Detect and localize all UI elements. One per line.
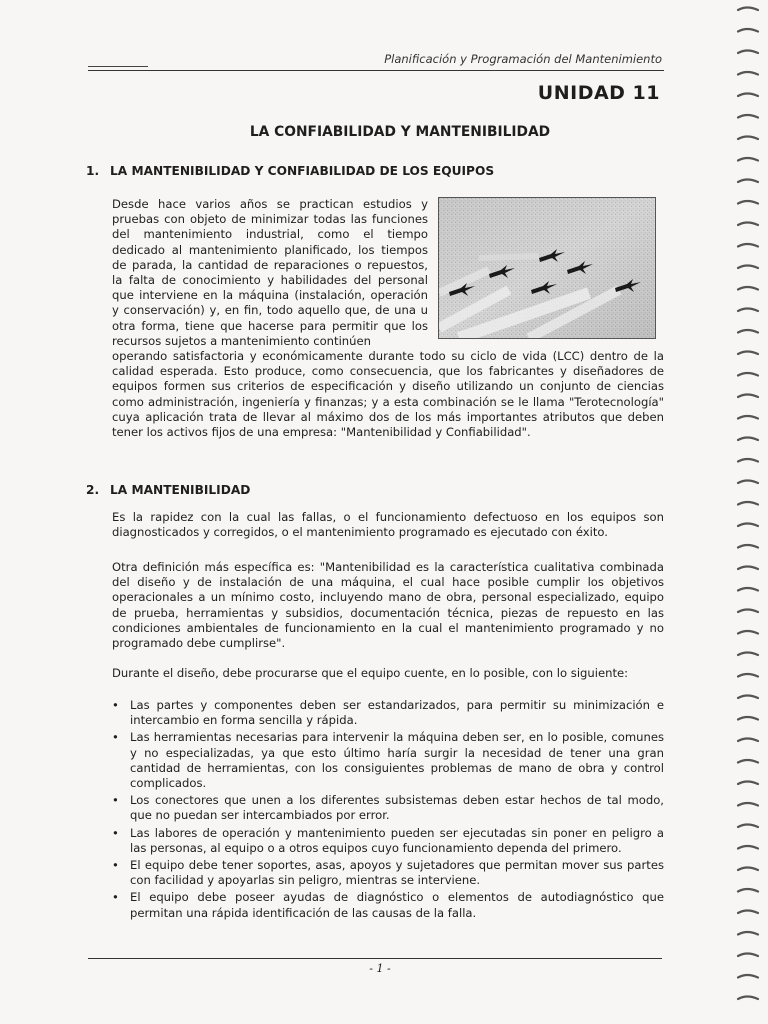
list-item: • Las labores de operación y mantenimiento pueden ser ejecutadas sin poner en peligro a las personas, al equipo o a otros equipos cuyo funcionamiento dependa del primero.	[112, 825, 664, 855]
binding-loop	[738, 502, 758, 505]
binding-loop	[738, 223, 758, 226]
binding-loop	[738, 911, 758, 914]
binding-loop	[738, 782, 758, 785]
bullet-icon: •	[112, 890, 119, 905]
binding-loop	[738, 51, 758, 54]
section-2-paragraph-1: Es la rapidez con la cual las fallas, o el funcionamiento defectuoso en los equipos son diagnosticados y corregidos, o el mantenimiento programado es ejecutado con éxito.	[112, 510, 664, 540]
bullet-icon: •	[112, 730, 119, 745]
binding-loop	[738, 868, 758, 871]
section-2-paragraph-2: Otra definición más específica es: "Mantenibilidad es la característica cualitativa combinada del diseño y de instalación de una máquina, el cual hace posible cumplir los objetivos operacionales a un mínimo costo, incluyendo mano de obra, personal especializado, equipo de prueba, herramientas y subsidios, documentación técnica, piezas de repuesto en las condiciones ambientales de funcionamiento en la cual el mantenimiento programado y no programado debe cumplirse".	[112, 560, 664, 651]
binding-loop	[738, 416, 758, 419]
page-number: - 1 -	[369, 962, 391, 975]
binding-loop	[738, 137, 758, 140]
bullet-icon: •	[112, 858, 119, 873]
footer-rule	[88, 958, 662, 959]
binding-loop	[738, 567, 758, 570]
header-rule	[88, 70, 664, 71]
section-1-number: 1.	[86, 164, 100, 178]
section-1-continued-paragraph: operando satisfactoria y económicamente durante todo su ciclo de vida (LCC) dentro de la calidad esperada. Esto produce, como consecuencia, que los fabricantes y diseñadores de equipos formen sus criterios de especificación y diseño utilizando un conjunto de ciencias como administración, ingeniería y finanzas; y a esta combinación se le llama "Terotecnología" cuya aplicación trata de llevar al máximo dos de los más importantes atributos que deben tener los activos fijos de una empresa: "Mantenibilidad y Confiabilidad".	[112, 349, 664, 440]
binding-loop	[738, 674, 758, 677]
binding-loop	[738, 352, 758, 355]
binding-loop	[738, 932, 758, 935]
binding-loop	[738, 954, 758, 957]
list-item: • El equipo debe poseer ayudas de diagnóstico o elementos de autodiagnóstico que permitan una rápida identificación de las causas de la falla.	[112, 890, 664, 920]
binding-loop	[738, 266, 758, 269]
spiral-binding	[726, 0, 768, 1024]
binding-loop	[738, 825, 758, 828]
section-2-heading	[86, 483, 250, 497]
binding-loop	[738, 180, 758, 183]
binding-loop	[738, 846, 758, 849]
binding-loop	[738, 717, 758, 720]
section-1-wrapped-paragraph: Desde hace varios años se practican estudios y pruebas con objeto de minimizar todas las funciones del mantenimiento industrial, como el tiempo dedicado al mantenimiento planificado, los tiempos de parada, la cantidad de reparaciones o repuestos, la falta de conocimiento y habilidades del personal que interviene en la máquina (instalación, operación y conservación) y, en fin, todo aquello que, de una u otra forma, tiene que hacerse para permitir que los recursos sujetos a mantenimiento continúen	[112, 197, 428, 348]
list-item: • Las herramientas necesarias para intervenir la máquina deben ser, en lo posible, comunes y no especializadas, ya que esto último haría surgir la necesidad de tener una gran cantidad de herramientas, con los consiguientes problemas de mano de obra y control complicados.	[112, 730, 664, 791]
running-header: Planificación y Programación del Mantenimiento	[384, 52, 662, 66]
bullet-icon: •	[112, 825, 119, 840]
binding-loop	[738, 201, 758, 204]
binding-loop	[738, 158, 758, 161]
binding-loop	[738, 481, 758, 484]
bullet-icon: •	[112, 698, 119, 712]
binding-loop	[738, 29, 758, 32]
unit-label: UNIDAD 11	[537, 82, 660, 104]
binding-loop	[738, 997, 758, 1000]
section-2-number: 2.	[86, 483, 100, 497]
binding-loop	[738, 975, 758, 978]
binding-loop	[738, 803, 758, 806]
page-title: LA CONFIABILIDAD Y MANTENIBILIDAD	[249, 124, 551, 140]
header-mark	[88, 66, 148, 67]
binding-loop	[738, 438, 758, 441]
binding-loop	[738, 330, 758, 333]
design-requirements-list	[112, 698, 664, 923]
bullet-icon: •	[112, 793, 119, 808]
binding-loop	[738, 244, 758, 247]
binding-loop	[738, 373, 758, 376]
binding-loop	[738, 287, 758, 290]
binding-loop	[738, 760, 758, 763]
binding-loop	[738, 545, 758, 548]
list-item: • Las partes y componentes deben ser estandarizados, para permitir su minimización e intercambio en forma sencilla y rápida.	[112, 698, 664, 728]
binding-loop	[738, 631, 758, 634]
jet-formation-photo-icon	[438, 197, 656, 339]
binding-loop	[738, 588, 758, 591]
binding-loop	[738, 610, 758, 613]
binding-loop	[738, 653, 758, 656]
binding-loop	[738, 696, 758, 699]
section-2-paragraph-3: Durante el diseño, debe procurarse que el equipo cuente, en lo posible, con lo siguiente:	[112, 666, 629, 680]
list-item: • Los conectores que unen a los diferentes subsistemas deben estar hechos de tal modo, que no puedan ser intercambiados por error.	[112, 793, 664, 823]
section-2-title: LA MANTENIBILIDAD	[110, 483, 251, 497]
section-1-title: LA MANTENIBILIDAD Y CONFIABILIDAD DE LOS EQUIPOS	[110, 164, 495, 178]
binding-loop	[738, 459, 758, 462]
binding-loop	[738, 739, 758, 742]
section-1-heading	[86, 164, 494, 178]
binding-loop	[738, 889, 758, 892]
binding-loop	[738, 94, 758, 97]
binding-loop	[738, 72, 758, 75]
binding-loop	[738, 309, 758, 312]
binding-loop	[738, 524, 758, 527]
binding-loop	[738, 115, 758, 118]
list-item: • El equipo debe tener soportes, asas, apoyos y sujetadores que permitan mover sus partes con facilidad y apoyarlas sin peligro, mientras se interviene.	[112, 858, 664, 888]
binding-loop	[738, 8, 758, 11]
binding-loop	[738, 395, 758, 398]
